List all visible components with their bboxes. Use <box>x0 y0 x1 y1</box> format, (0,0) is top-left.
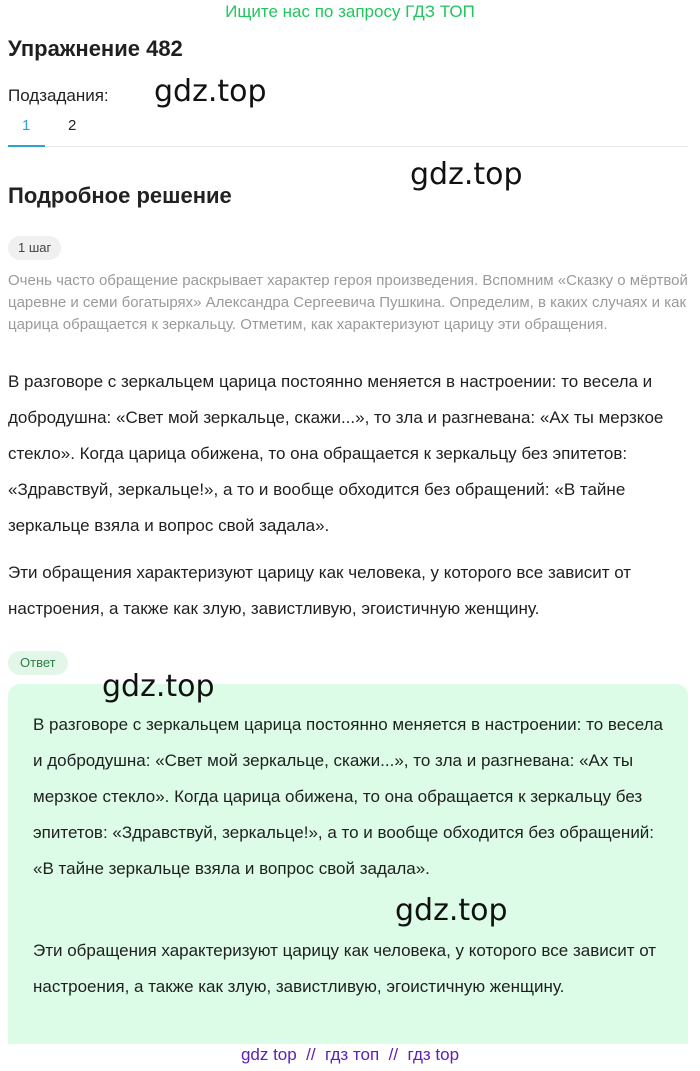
section-title: Подробное решение <box>8 183 232 208</box>
watermark: gdz.top <box>154 74 267 109</box>
footer-links <box>0 1045 700 1065</box>
answer-paragraph-1: В разговоре с зеркальцем царица постоянно меняется в настроении: то весела и добродушна: «Свет мой зеркальце, скажи...», то зла и разгневана: «Ах ты мерзкое стекло». Когда царица обижена, то она обращается к зеркальцу без эпитетов: «Здравствуй, зеркальце!», а то и вообще обходится без обращений: «В тайне зеркальце взяла и вопрос свой задала». <box>33 715 663 878</box>
answer-paragraph-2: Эти обращения характеризуют царицу как человека, у которого все зависит от настроения, а также как злую, завистливую, эгоистичную женщину. <box>33 941 657 996</box>
subtasks-label: Подзадания: <box>8 86 109 105</box>
search-banner: Ищите нас по запросу ГДЗ ТОП <box>225 2 475 21</box>
answer-badge: Ответ <box>8 651 68 675</box>
watermark: gdz.top <box>102 669 215 704</box>
watermark: gdz.top <box>395 893 508 928</box>
tab-subtask-2[interactable]: 2 <box>68 117 77 134</box>
tabs-divider <box>8 146 688 147</box>
solution-paragraph-2: Эти обращения характеризуют царицу как человека, у которого все зависит от настроения, а также как злую, завистливую, эгоистичную женщину. <box>8 563 632 618</box>
solution-paragraph-1: В разговоре с зеркальцем царица постоянно меняется в настроении: то весела и добродушна: «Свет мой зеркальце, скажи...», то зла и разгневана: «Ах ты мерзкое стекло». Когда царица обижена, то она обращается к зеркальцу без эпитетов: «Здравствуй, зеркальце!», а то и вообще обходится без обращений: «В тайне зеркальце взяла и вопрос свой задала». <box>8 372 664 535</box>
watermark: gdz.top <box>410 157 523 192</box>
step-badge: 1 шаг <box>8 236 61 260</box>
step-intro-text: Очень часто обращение раскрывает характер героя произведения. Вспомним «Сказку о мёртвой царевне и семи богатырях» Александра Сергеевича Пушкина. Определим, в каких случаях и как царица обращается к зеркальцу. Отметим, как характеризуют царицу эти обращения. <box>8 272 688 333</box>
tab-subtask-1[interactable]: 1 <box>22 117 31 134</box>
footer-text: gdz top // гдз топ // гдз top <box>240 1045 460 1064</box>
active-tab-indicator <box>8 145 45 147</box>
page-title: Упражнение 482 <box>8 36 183 61</box>
